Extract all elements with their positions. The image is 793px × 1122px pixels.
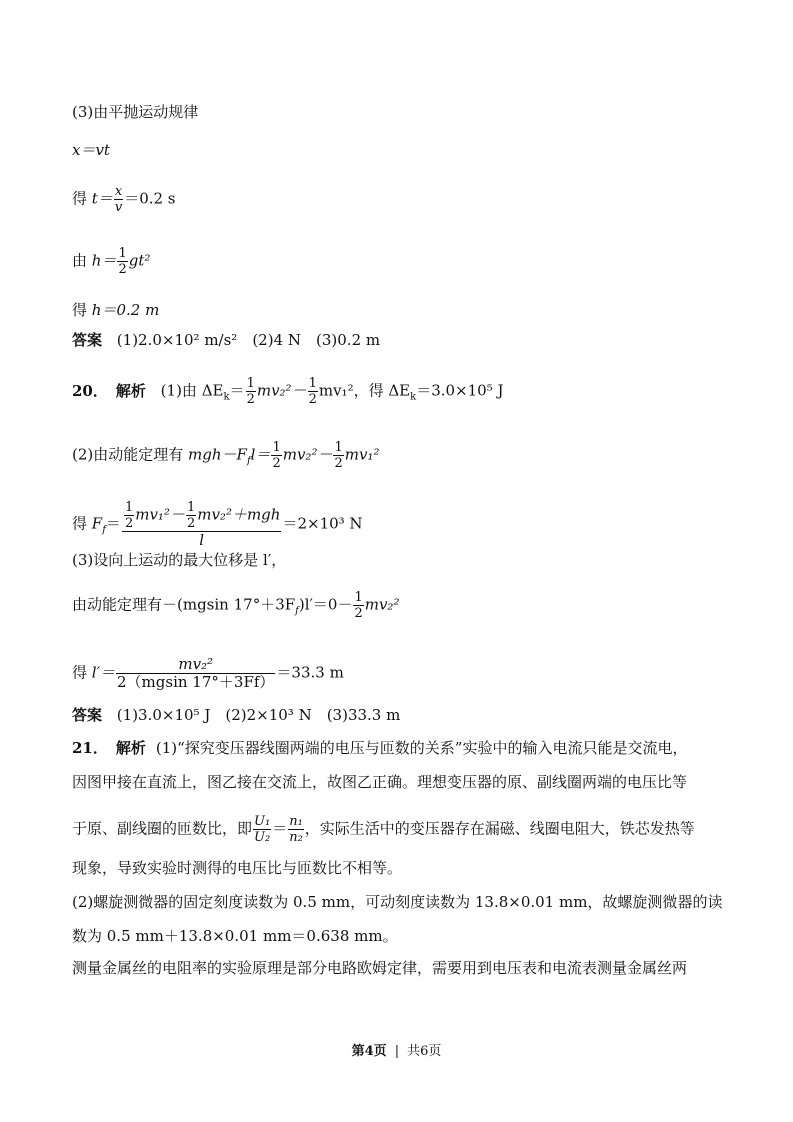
q19-eq-h-result: [72, 300, 159, 320]
numerator: 1: [124, 500, 134, 515]
q20-line5: [72, 590, 399, 622]
fraction-u-ratio: [253, 814, 271, 845]
fraction-big: [122, 500, 282, 549]
q21-line7: 测量金属丝的电阻率的实验原理是部分电路欧姆定律，需要用到电压表和电流表测量金属丝两: [72, 959, 688, 977]
text-segment: ＝3.0×10⁵ J: [416, 381, 504, 400]
q21-line1: [72, 738, 687, 758]
eq-var: F: [91, 514, 103, 533]
fraction-half: [271, 440, 281, 471]
subscript-k: k: [223, 391, 230, 403]
denominator: 2（mgsin 17°＋3Ff）: [117, 673, 275, 691]
eq-var: l′＝: [91, 663, 116, 682]
q20-line3: [72, 500, 363, 549]
text-segment: 由动能定理有－(mgsin 17°＋3F: [72, 595, 296, 614]
numerator: 1: [308, 376, 317, 391]
fraction-half: [333, 440, 343, 471]
q19-eq-h: [72, 246, 150, 277]
text-segment: mv₁²－: [135, 505, 185, 524]
numerator: 1: [118, 246, 127, 261]
fraction-half: [186, 500, 196, 531]
answer-label: 答案: [72, 331, 103, 349]
prefix-text: 得: [72, 514, 88, 533]
fraction-half: [117, 246, 127, 277]
question-number: 21．: [72, 739, 108, 757]
text-segment: mv₁²，得 ΔE: [318, 381, 411, 400]
denominator: l: [199, 531, 205, 549]
denominator: 2: [118, 262, 127, 277]
footer-separator: |: [394, 1044, 400, 1059]
subscript-f: f: [295, 605, 299, 617]
denominator: 2: [246, 392, 255, 407]
answer-label: 答案: [72, 706, 103, 724]
analysis-label: 解析: [115, 381, 146, 400]
text-segment: ，实际生活中的变压器存在漏磁、线圈电阻大，铁芯发热等: [304, 819, 695, 838]
question-number: 20．: [72, 381, 108, 400]
numerator: U₁: [254, 814, 271, 829]
page-footer: [0, 1040, 793, 1059]
denominator: 2: [186, 516, 196, 531]
numerator: n₁: [289, 814, 303, 829]
text-segment: (1)“探究变压器线圈两端的电压与匝数的关系”实验中的输入电流只能是交流电，: [155, 739, 688, 757]
text-segment: mv₂²＋mgh: [197, 505, 281, 524]
eq-var: h＝: [91, 251, 117, 270]
denominator: 2: [308, 392, 317, 407]
analysis-label: 解析: [115, 739, 146, 757]
q19-answer: [72, 330, 380, 350]
fraction-half: [246, 376, 256, 407]
text-segment: mv₂²－: [282, 445, 333, 464]
text-segment: 于原、副线圈的匝数比，即: [72, 819, 253, 838]
q19-eq-x: x＝vt: [72, 141, 110, 159]
page-total: 共6页: [407, 1044, 442, 1059]
numerator: 1: [354, 590, 363, 605]
text-segment: l＝: [250, 445, 271, 464]
numerator: 1: [272, 440, 281, 455]
denominator: 2: [334, 456, 343, 471]
denominator: U₂: [254, 830, 271, 845]
denominator: 2: [354, 606, 363, 621]
text-segment: mv₂²－: [256, 381, 307, 400]
q19-eq-t: [72, 184, 176, 215]
text-segment: (1)由 ΔE: [160, 381, 224, 400]
numerator: x: [114, 184, 123, 199]
text-segment: )l′＝0－: [298, 595, 353, 614]
q20-answer: [72, 705, 400, 725]
q21-line6: 数为 0.5 mm＋13.8×0.01 mm＝0.638 mm。: [72, 927, 398, 945]
numerator: mv₂²: [116, 656, 275, 674]
eq-sign: ＝: [105, 514, 121, 533]
q20-line2: [72, 440, 379, 472]
prefix-text: 得: [72, 189, 88, 208]
fraction-half: [124, 500, 134, 531]
text-segment: mv₂²: [364, 595, 400, 614]
fraction-x-over-v: [114, 184, 123, 215]
q21-line3: 于原、副线圈的匝数比，即 $\frac{\text{U₁}}{\text{U₂}}$ ＝ $\frac{\text{n₁}}{\text{n₂}}$ ，实际生活中的变压器存在漏磁、线圈电阻大，铁芯发热等: [72, 814, 695, 845]
eq-result: ＝2×10³ N: [282, 514, 363, 533]
answer-text: (1)2.0×10² m/s² (2)4 N (3)0.2 m: [116, 331, 381, 349]
q20-line1: [72, 376, 504, 408]
q21-line2: 因图甲接在直流上，图乙接在交流上，故图乙正确。理想变压器的原、副线圈两端的电压比等: [72, 773, 688, 791]
eq-var: t＝: [91, 189, 113, 208]
text-segment: mv₁²: [344, 445, 380, 464]
denominator: v: [114, 200, 123, 215]
prefix-text: 得: [72, 301, 88, 319]
numerator: 1: [246, 376, 255, 391]
subscript-f: f: [246, 455, 251, 467]
text-segment: mgh－F: [188, 445, 247, 464]
text-segment: (2)由动能定理有: [72, 445, 184, 464]
text-segment: ＝: [229, 381, 245, 400]
eq-rest: gt²: [128, 251, 151, 270]
fraction-n-ratio: [288, 814, 304, 845]
subscript-f: f: [102, 524, 106, 536]
prefix-text: 由: [72, 251, 88, 270]
page-number: 第4页: [351, 1044, 387, 1059]
eq-result: ＝0.2 s: [124, 189, 176, 208]
fraction-l-prime: [116, 656, 275, 691]
eq-text: h＝0.2 m: [91, 301, 160, 319]
numerator: [122, 500, 282, 532]
numerator: 1: [186, 500, 196, 515]
denominator: 2: [124, 516, 134, 531]
denominator: 2: [272, 456, 281, 471]
prefix-text: 得: [72, 663, 88, 682]
q21-line4: 现象，导致实验时测得的电压比与匝数比不相等。: [72, 859, 403, 877]
eq-result: ＝33.3 m: [276, 663, 344, 682]
fraction-half: [353, 590, 363, 621]
q21-line5: (2)螺旋测微器的固定刻度读数为 0.5 mm，可动刻度读数为 13.8×0.01 mm，故螺旋测微器的读: [72, 893, 723, 911]
answer-text: (1)3.0×10⁵ J (2)2×10³ N (3)33.3 m: [116, 706, 401, 724]
q20-line6: [72, 656, 344, 691]
q20-line4: (3)设向上运动的最大位移是 l′，: [72, 551, 287, 569]
denominator: n₂: [289, 830, 303, 845]
numerator: 1: [334, 440, 343, 455]
q19-part3-intro: (3)由平抛运动规律: [72, 103, 199, 121]
fraction-half: [308, 376, 318, 407]
subscript-k: k: [410, 391, 417, 403]
